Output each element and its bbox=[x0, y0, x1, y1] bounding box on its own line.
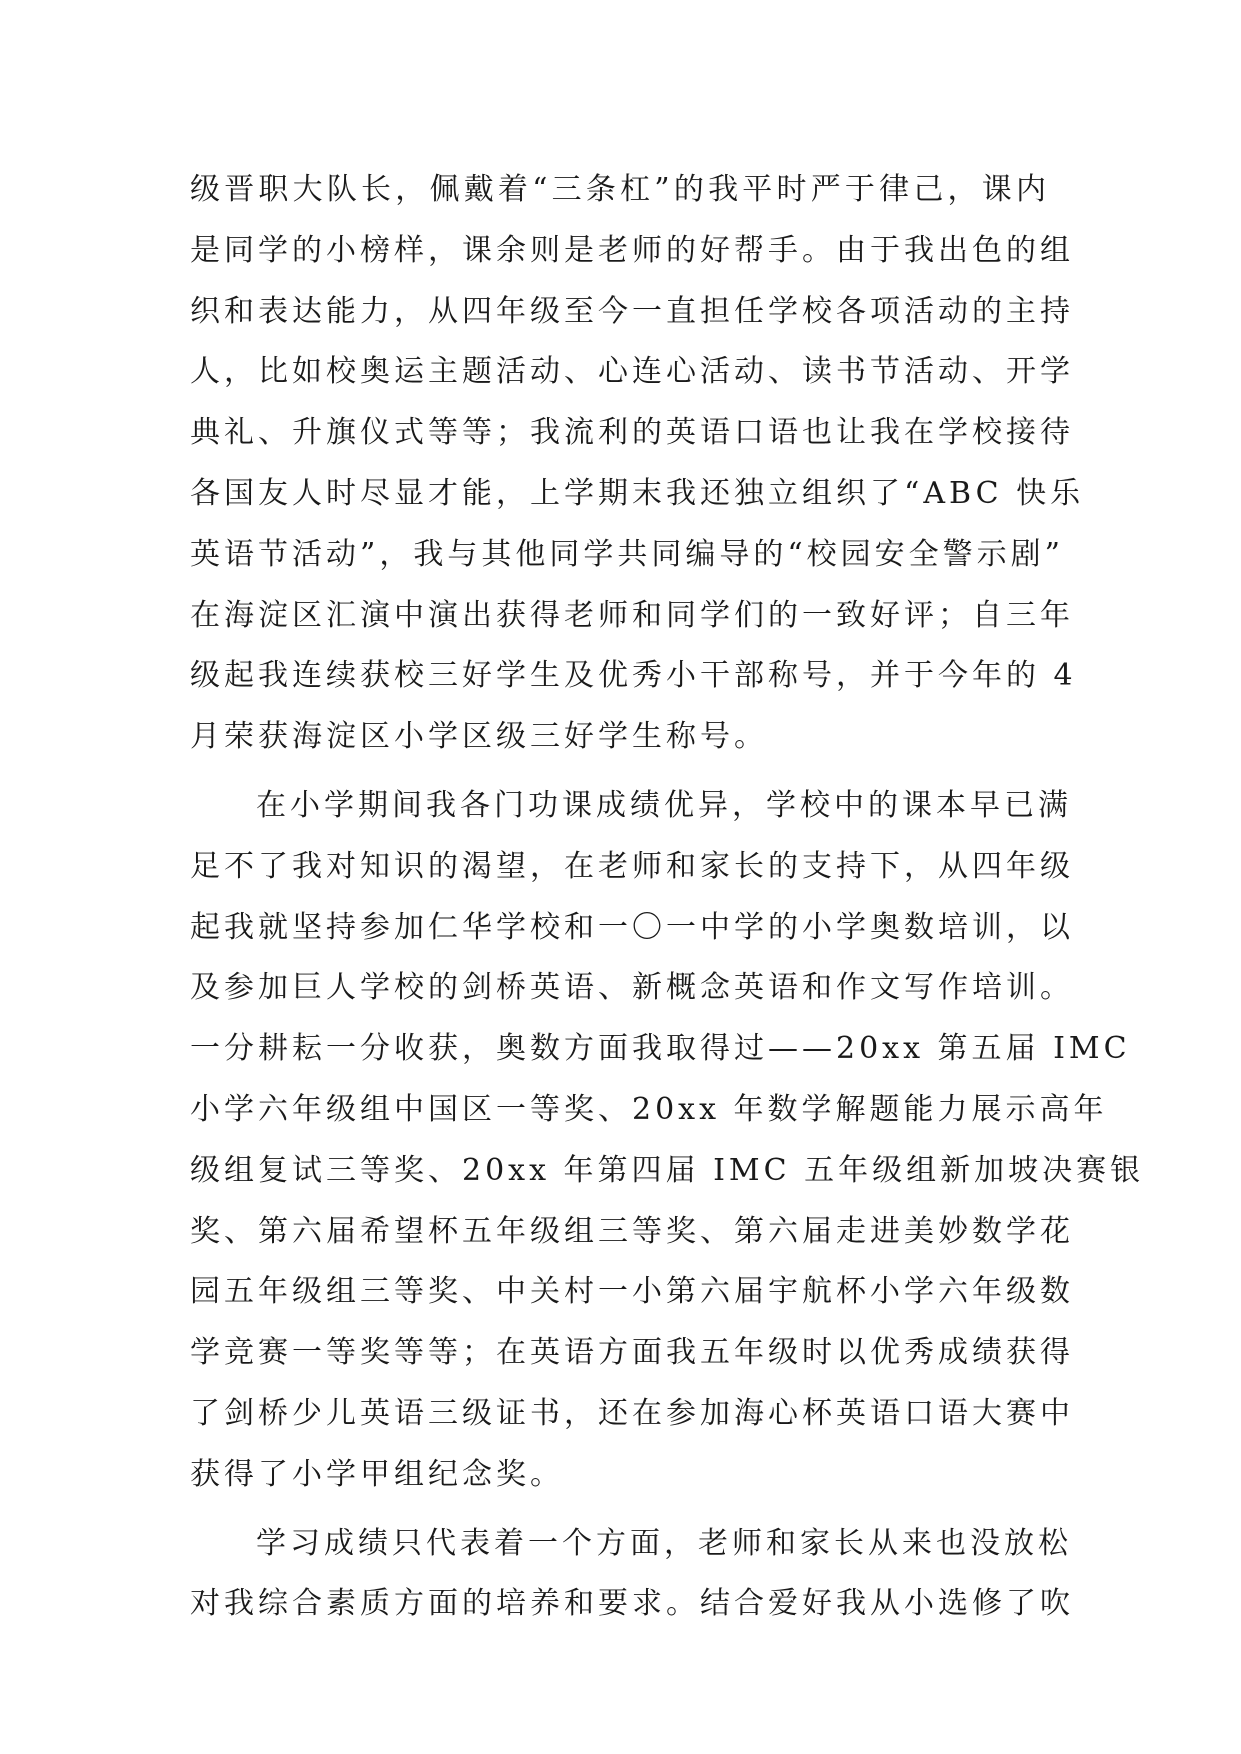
paragraph-line: 月荣获海淀区小学区级三好学生称号。 bbox=[190, 719, 768, 755]
paragraph-line: 了剑桥少儿英语三级证书，还在参加海心杯英语口语大赛中 bbox=[190, 1395, 1074, 1431]
paragraph-line: 及参加巨人学校的剑桥英语、新概念英语和作文写作培训。 bbox=[190, 970, 1074, 1006]
paragraph-line: 获得了小学甲组纪念奖。 bbox=[190, 1456, 564, 1492]
paragraph-line: 织和表达能力，从四年级至今一直担任学校各项活动的主持 bbox=[190, 293, 1074, 329]
paragraph-line: 小学六年级组中国区一等奖、20xx 年数学解题能力展示高年 bbox=[190, 1091, 1108, 1127]
paragraph-3 bbox=[190, 1514, 1074, 1636]
paragraph-line: 级起我连续获校三好学生及优秀小干部称号，并于今年的 4 bbox=[190, 658, 1077, 694]
paragraph-line: 足不了我对知识的渴望，在老师和家长的支持下，从四年级 bbox=[190, 848, 1074, 884]
paragraph-line: 级晋职大队长，佩戴着“三条杠”的我平时严于律己，课内 bbox=[190, 172, 1050, 207]
paragraph-line: 典礼、升旗仪式等等；我流利的英语口语也让我在学校接待 bbox=[190, 415, 1074, 451]
paragraph-line: 学习成绩只代表着一个方面，老师和家长从来也没放松 bbox=[256, 1525, 1072, 1561]
paragraph-line: 学竞赛一等奖等等；在英语方面我五年级时以优秀成绩获得 bbox=[190, 1335, 1074, 1371]
paragraph-line: 人，比如校奥运主题活动、心连心活动、读书节活动、开学 bbox=[190, 354, 1074, 390]
paragraph-line: 各国友人时尽显才能，上学期末我还独立组织了“ABC 快乐 bbox=[190, 475, 1085, 511]
paragraph-line: 英语节活动”，我与其他同学共同编导的“校园安全警示剧” bbox=[190, 536, 1065, 572]
paragraph-line: 级组复试三等奖、20xx 年第四届 IMC 五年级组新加坡决赛银 bbox=[190, 1152, 1145, 1188]
paragraph-line: 起我就坚持参加仁华学校和一〇一中学的小学奥数培训，以 bbox=[190, 909, 1074, 945]
paragraph-line: 是同学的小榜样，课余则是老师的好帮手。由于我出色的组 bbox=[190, 232, 1074, 268]
paragraph-line: 在小学期间我各门功课成绩优异，学校中的课本早已满 bbox=[256, 787, 1072, 823]
paragraph-line: 园五年级组三等奖、中关村一小第六届宇航杯小学六年级数 bbox=[190, 1274, 1074, 1310]
paragraph-line: 对我综合素质方面的培养和要求。结合爱好我从小选修了吹 bbox=[190, 1586, 1074, 1622]
paragraph-1 bbox=[190, 160, 1085, 768]
paragraph-line: 奖、第六届希望杯五年级组三等奖、第六届走进美妙数学花 bbox=[190, 1213, 1074, 1249]
paragraph-2 bbox=[190, 776, 1145, 1506]
document-body bbox=[190, 160, 1145, 1635]
paragraph-line: 在海淀区汇演中演出获得老师和同学们的一致好评；自三年 bbox=[190, 597, 1074, 633]
paragraph-line: 一分耕耘一分收获，奥数方面我取得过——20xx 第五届 IMC bbox=[190, 1031, 1131, 1067]
